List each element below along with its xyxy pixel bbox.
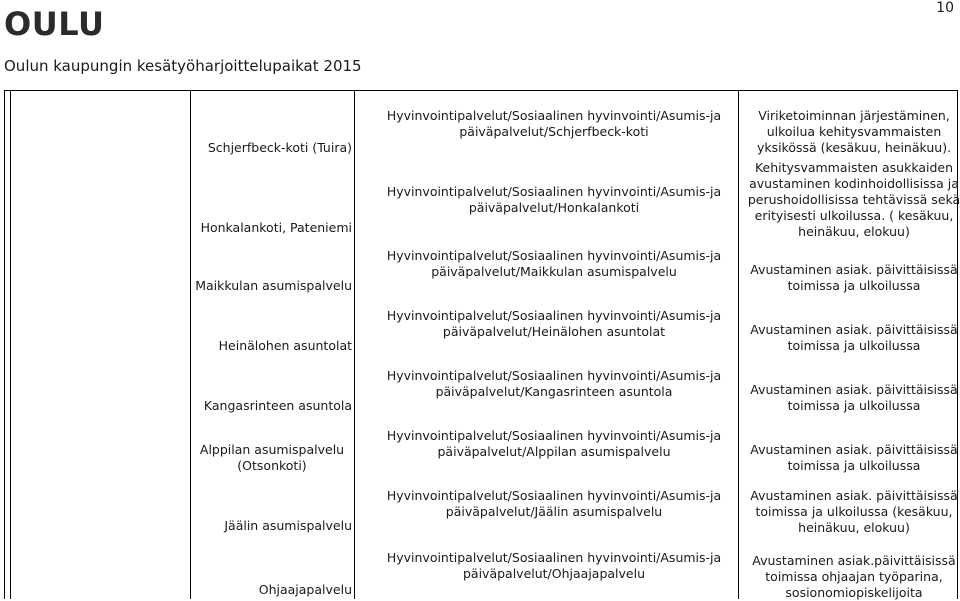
table-cell-name: Honkalankoti, Pateniemi xyxy=(200,220,352,235)
table-cell-name: Jäälin asumispalvelu xyxy=(224,518,352,533)
table-cell-description: Avustaminen asiak. päivittäisissä toimissa ja ulkoilussa xyxy=(750,322,958,353)
table-cell-unit: Hyvinvointipalvelut/Sosiaalinen hyvinvointi/Asumis-ja päiväpalvelut/Ohjaajapalvelu xyxy=(386,550,722,581)
column-divider-1 xyxy=(190,90,191,599)
document-subtitle: Oulun kaupungin kesätyöharjoittelupaikat 2015 xyxy=(4,57,362,75)
table-cell-unit: Hyvinvointipalvelut/Sosiaalinen hyvinvointi/Asumis-ja päiväpalvelut/Jäälin asumispalvelu xyxy=(386,488,722,519)
table-cell-name: Maikkulan asumispalvelu xyxy=(195,278,352,293)
table-cell-unit: Hyvinvointipalvelut/Sosiaalinen hyvinvointi/Asumis-ja päiväpalvelut/Schjerfbeck-koti xyxy=(386,108,722,139)
table-cell-description: Kehitysvammaisten asukkaiden avustaminen kodinhoidollisissa ja perushoidollisissa tehtävissä sekä erityisesti ulkoilussa. ( kesäkuu, heinäkuu, elokuu) xyxy=(747,160,960,239)
table-cell-description: Avustaminen asiak. päivittäisissä toimissa ja ulkoilussa xyxy=(750,382,958,413)
table-cell-name: Heinälohen asuntolat xyxy=(218,338,352,353)
table-cell-name: Alppilan asumispalvelu (Otsonkoti) xyxy=(199,442,345,473)
page-number: 10 xyxy=(936,0,954,16)
table-border-left-inner xyxy=(10,90,11,599)
table-cell-name: Schjerfbeck-koti (Tuira) xyxy=(207,140,352,155)
table-cell-description: Avustaminen asiak. päivittäisissä toimissa ja ulkoilussa (kesäkuu, heinäkuu, elokuu) xyxy=(750,488,958,535)
table-cell-unit: Hyvinvointipalvelut/Sosiaalinen hyvinvointi/Asumis-ja päiväpalvelut/Honkalankoti xyxy=(386,184,722,215)
column-divider-2 xyxy=(354,90,355,599)
table-cell-unit: Hyvinvointipalvelut/Sosiaalinen hyvinvointi/Asumis-ja päiväpalvelut/Maikkulan asumispalvelu xyxy=(386,248,722,279)
table-cell-description: Avustaminen asiak.päivittäisissä toimissa ohjaajan työparina, sosionomiopiskelijoita xyxy=(752,553,956,600)
table-cell-description: Viriketoiminnan järjestäminen, ulkoilua kehitysvammaisten yksikössä (kesäkuu, heinäkuu). xyxy=(756,108,952,155)
table-border-left-outer xyxy=(4,90,5,599)
table-cell-unit: Hyvinvointipalvelut/Sosiaalinen hyvinvointi/Asumis-ja päiväpalvelut/Kangasrinteen asuntola xyxy=(386,368,722,399)
table-cell-name: Kangasrinteen asuntola xyxy=(203,398,352,413)
table-cell-description: Avustaminen asiak. päivittäisissä toimissa ja ulkoilussa xyxy=(750,442,958,473)
oulu-logo: OULU xyxy=(4,5,105,43)
table-cell-unit: Hyvinvointipalvelut/Sosiaalinen hyvinvointi/Asumis-ja päiväpalvelut/Heinälohen asuntolat xyxy=(386,308,722,339)
column-divider-3 xyxy=(738,90,739,599)
table-cell-unit: Hyvinvointipalvelut/Sosiaalinen hyvinvointi/Asumis-ja päiväpalvelut/Alppilan asumispalvelu xyxy=(386,428,722,459)
table-border-top xyxy=(4,90,958,91)
internship-table xyxy=(4,90,958,599)
table-cell-description: Avustaminen asiak. päivittäisissä toimissa ja ulkoilussa xyxy=(750,262,958,293)
table-cell-name: Ohjaajapalvelu xyxy=(258,582,352,597)
